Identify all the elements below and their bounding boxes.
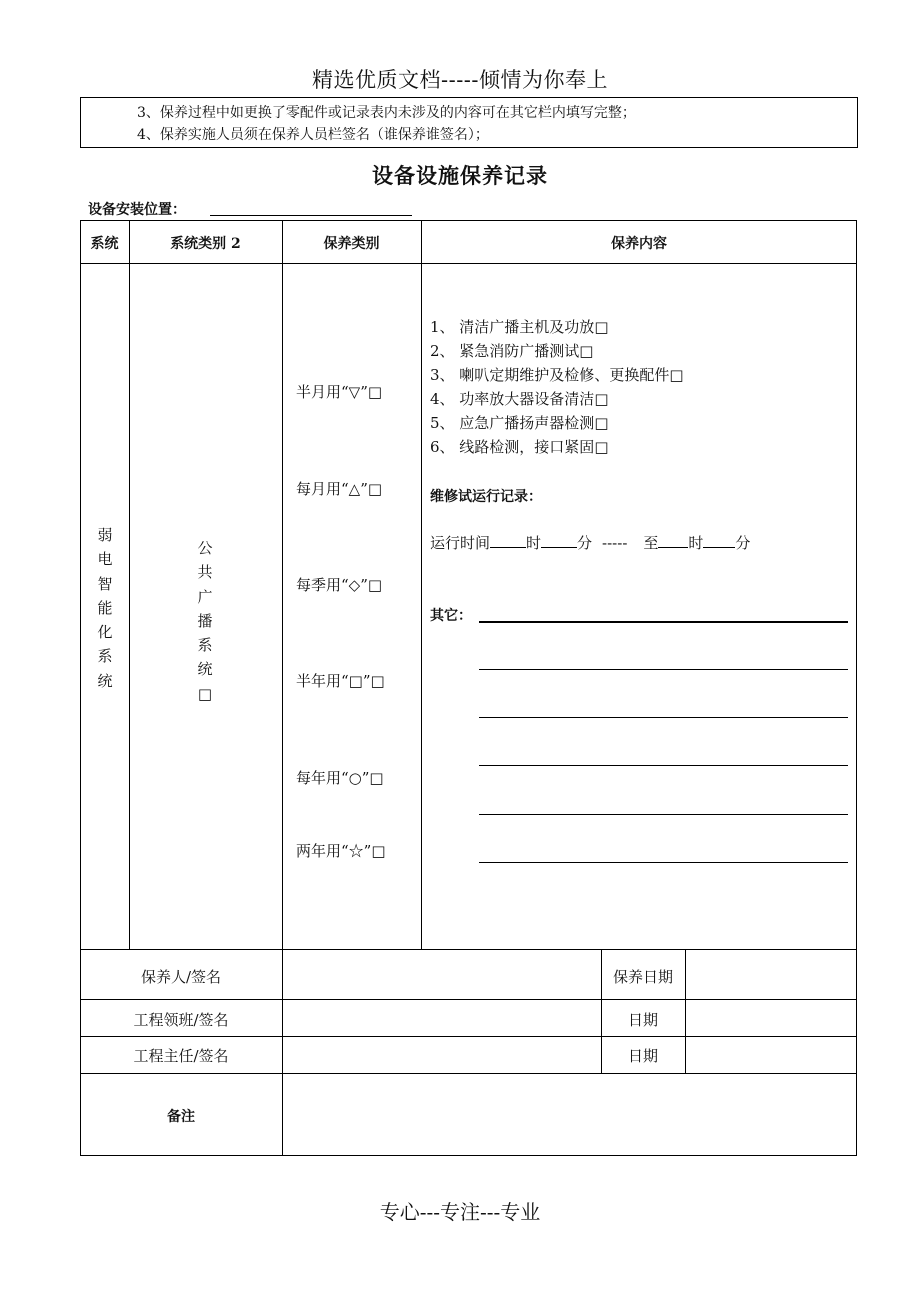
form-title: 设备设施保养记录 bbox=[372, 163, 548, 188]
note-3: 3、保养过程中如更换了零配件或记录表内未涉及的内容可在其它栏内填写完整； bbox=[137, 105, 636, 121]
location-field[interactable] bbox=[210, 215, 412, 216]
run-time-row: 运行时间 时 分 ----- 至 时 分 bbox=[430, 534, 751, 552]
freq-half-month[interactable]: 半月用“▽”□ bbox=[296, 383, 383, 401]
director-signature-field[interactable] bbox=[283, 1037, 600, 1072]
other-line-1[interactable] bbox=[479, 621, 848, 623]
other-line-6[interactable] bbox=[479, 862, 848, 863]
other-line-2[interactable] bbox=[479, 669, 848, 670]
system-name: 弱 电 智 能 化 系 统 bbox=[97, 526, 113, 690]
other-line-4[interactable] bbox=[479, 765, 848, 766]
page-footer: 专心---专注---专业 bbox=[379, 1200, 541, 1224]
header-maintenance-content: 保养内容 bbox=[611, 236, 667, 252]
freq-monthly[interactable]: 每月用“△”□ bbox=[296, 480, 383, 498]
content-item-3[interactable]: 3、 喇叭定期维护及检修、更换配件□ bbox=[430, 366, 684, 384]
category-name: 公 共 广 播 系 统 □ bbox=[195, 536, 215, 706]
header-category: 系统类别 2 bbox=[170, 236, 241, 252]
other-line-3[interactable] bbox=[479, 717, 848, 718]
leader-date-label: 日期 bbox=[627, 1011, 658, 1029]
leader-date-field[interactable] bbox=[686, 1000, 856, 1035]
category-checkbox[interactable]: □ bbox=[197, 684, 213, 703]
freq-two-year[interactable]: 两年用“☆”□ bbox=[296, 842, 386, 860]
freq-quarterly[interactable]: 每季用“◇”□ bbox=[296, 576, 383, 594]
header-system: 系统 bbox=[90, 236, 119, 252]
maintain-date-label: 保养日期 bbox=[612, 968, 673, 986]
other-label: 其它： bbox=[430, 608, 472, 624]
leader-signature-field[interactable] bbox=[283, 1000, 600, 1035]
location-label: 设备安装位置： bbox=[88, 202, 186, 218]
header-row-rule bbox=[80, 263, 857, 264]
director-date-field[interactable] bbox=[686, 1037, 856, 1072]
start-minute-field[interactable] bbox=[541, 533, 577, 548]
maintainer-label: 保养人/签名 bbox=[140, 968, 222, 986]
maintain-date-field[interactable] bbox=[686, 950, 856, 998]
page-header: 精选优质文档-----倾情为你奉上 bbox=[312, 68, 608, 92]
content-item-5[interactable]: 5、 应急广播扬声器检测□ bbox=[430, 414, 609, 432]
header-maintenance-type: 保养类别 bbox=[323, 236, 380, 252]
other-line-5[interactable] bbox=[479, 814, 848, 815]
freq-half-year[interactable]: 半年用“□”□ bbox=[296, 672, 385, 690]
col-rule-3 bbox=[421, 220, 422, 949]
content-item-2[interactable]: 2、 紧急消防广播测试□ bbox=[430, 342, 594, 360]
maintainer-signature-field[interactable] bbox=[283, 950, 600, 998]
director-date-label: 日期 bbox=[627, 1047, 658, 1065]
note-4: 4、保养实施人员须在保养人员栏签名（谁保养谁签名）； bbox=[137, 127, 489, 143]
remarks-label: 备注 bbox=[167, 1109, 195, 1125]
remarks-field[interactable] bbox=[283, 1074, 856, 1155]
content-item-4[interactable]: 4、 功率放大器设备清洁□ bbox=[430, 390, 609, 408]
content-item-6[interactable]: 6、 线路检测，接口紧固□ bbox=[430, 438, 609, 456]
col-rule-1 bbox=[129, 220, 130, 949]
content-item-1[interactable]: 1、 清洁广播主机及功放□ bbox=[430, 318, 609, 336]
repair-record-label: 维修试运行记录： bbox=[430, 489, 542, 505]
end-minute-field[interactable] bbox=[703, 533, 735, 548]
director-label: 工程主任/签名 bbox=[133, 1047, 229, 1065]
leader-label: 工程领班/签名 bbox=[133, 1011, 229, 1029]
end-hour-field[interactable] bbox=[658, 533, 688, 548]
start-hour-field[interactable] bbox=[490, 533, 526, 548]
freq-yearly[interactable]: 每年用“○”□ bbox=[296, 769, 384, 787]
notes-box bbox=[80, 97, 858, 148]
